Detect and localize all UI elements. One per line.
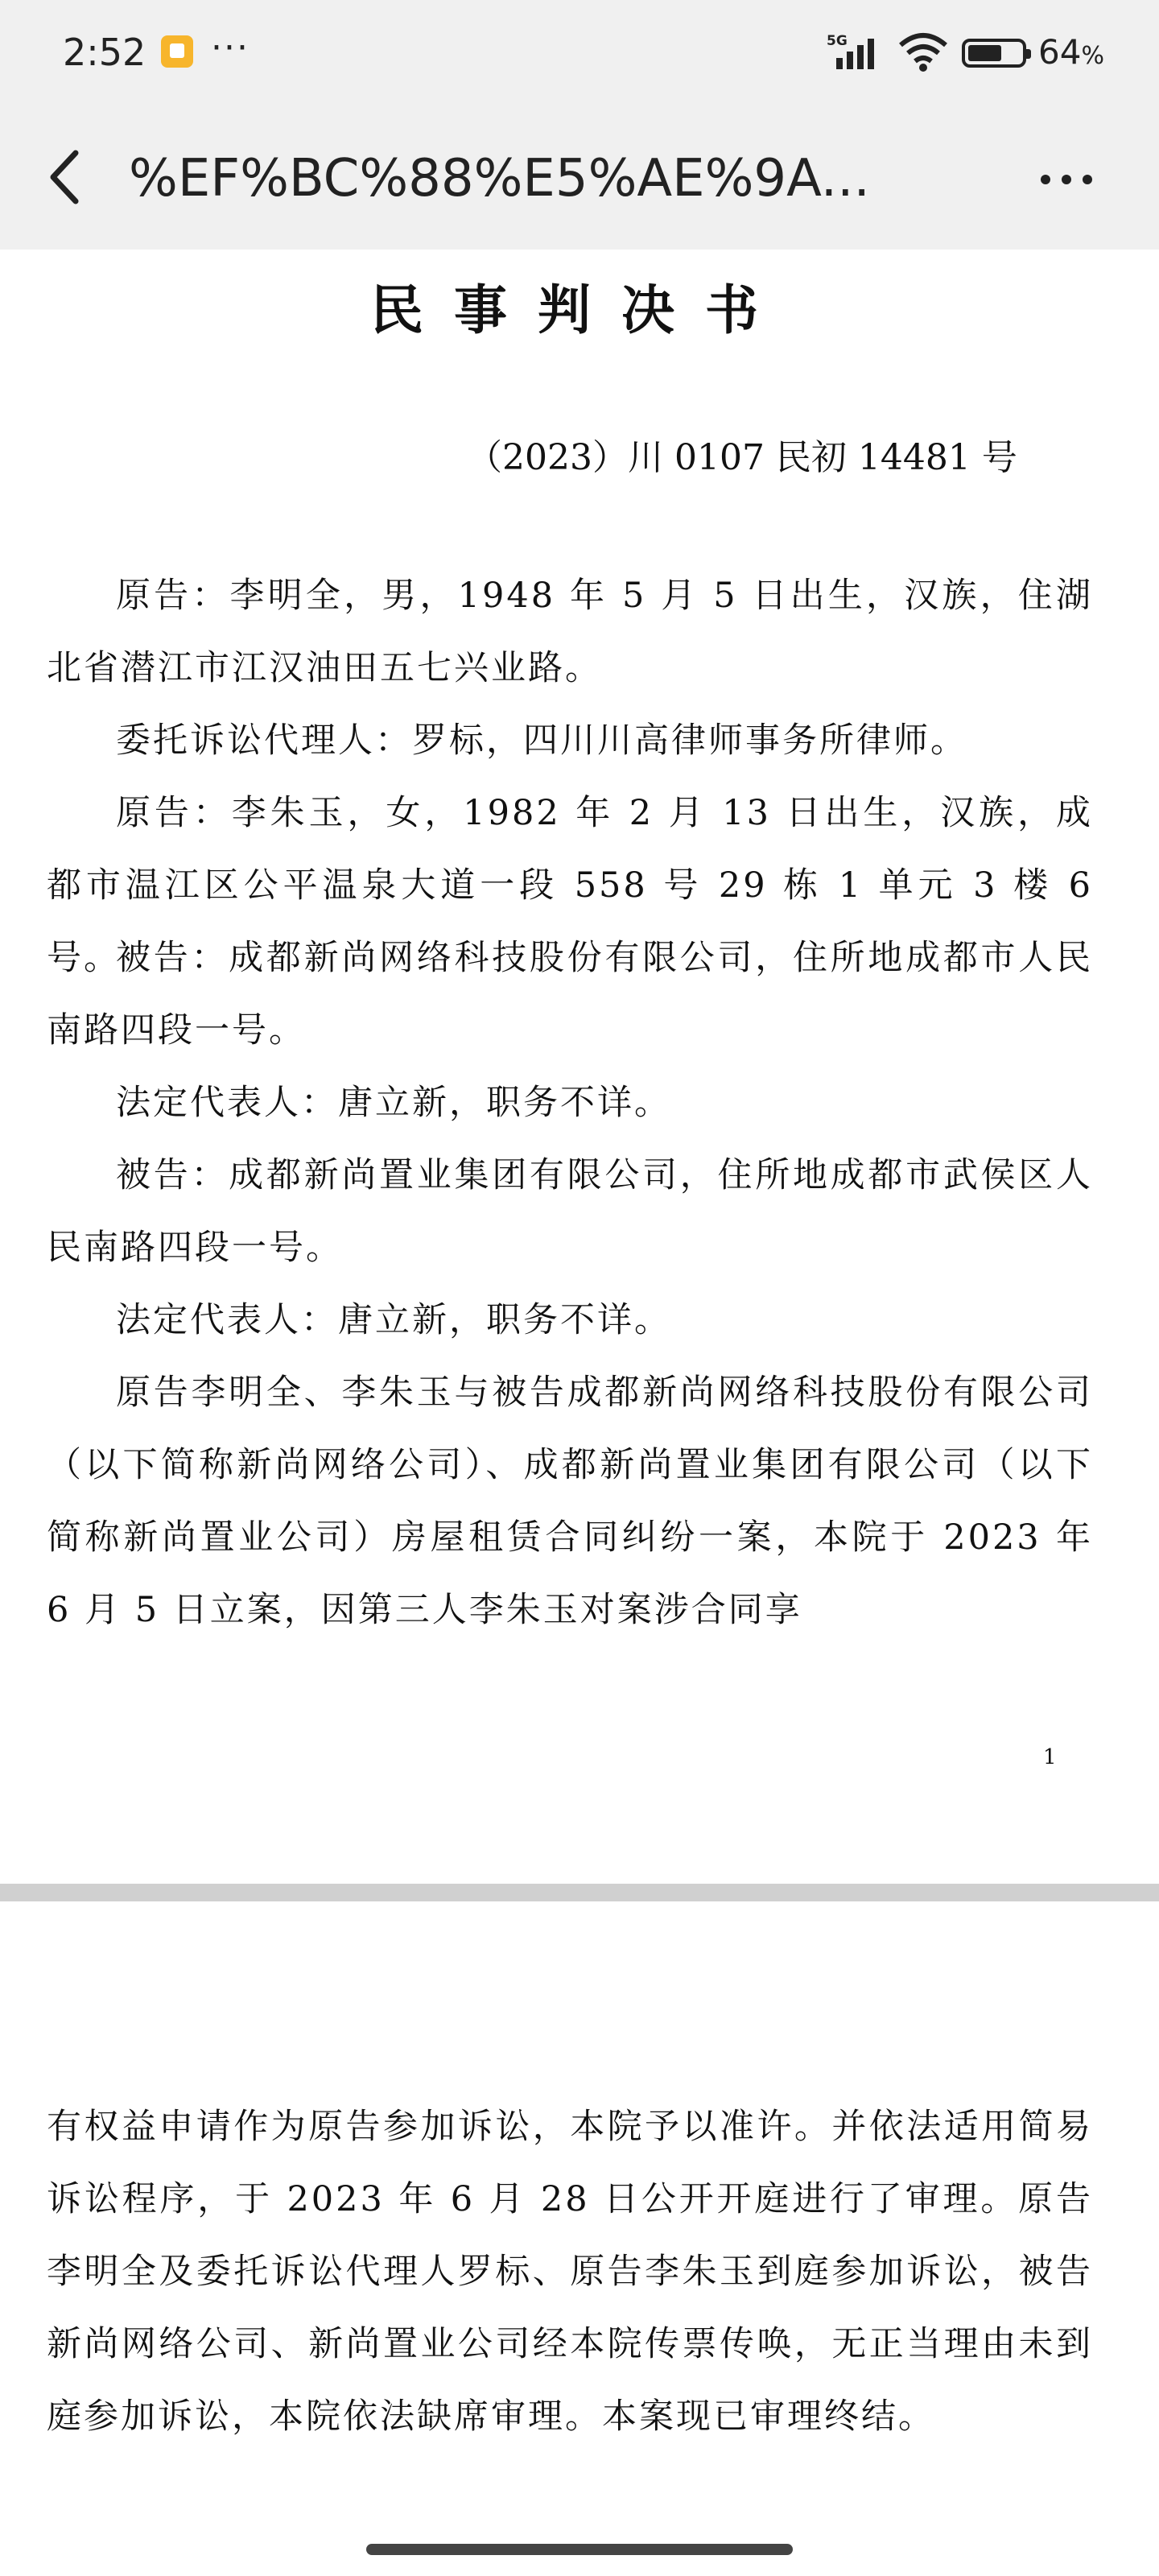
battery-level-fill	[968, 45, 1001, 61]
more-notifications-icon: ···	[211, 27, 250, 68]
document-page-2	[0, 1901, 1159, 2576]
paragraph-plaintiff-2: 原告：李朱玉，女，1982 年 2 月 13 日出生，汉族，成都市温江区公平温泉大道一段 558 号 29 栋 1 单元 3 楼 6 号。	[47, 793, 1093, 978]
page-separator	[0, 1884, 1159, 1901]
browser-nav-bar	[0, 109, 1159, 250]
battery-percent: 64%	[1038, 32, 1104, 72]
network-type-label: 5G	[827, 33, 848, 49]
notes-app-notification-icon	[161, 35, 193, 68]
battery-icon	[962, 39, 1026, 68]
paragraph-legal-rep-1: 法定代表人：唐立新，职务不详。	[116, 1083, 671, 1123]
cellular-signal-icon	[825, 31, 889, 71]
paragraph-agent: 委托诉讼代理人：罗标，四川川高律师事务所律师。	[116, 720, 967, 761]
more-options-button[interactable]	[1034, 141, 1099, 213]
paragraph-plaintiff-1: 原告：李明全，男，1948 年 5 月 5 日出生，汉族，住湖北省潜江市江汉油田五七兴业路。	[47, 576, 1093, 688]
paragraph-defendant-2: 被告：成都新尚置业集团有限公司，住所地成都市武侯区人民南路四段一号。	[47, 1155, 1093, 1268]
status-bar	[0, 0, 1159, 109]
back-button[interactable]	[42, 145, 90, 209]
document-page-1	[0, 250, 1159, 1884]
wifi-icon	[897, 31, 950, 72]
status-time: 2:52	[63, 31, 146, 74]
paragraph-legal-rep-2: 法定代表人：唐立新，职务不详。	[116, 1300, 671, 1340]
home-indicator[interactable]	[366, 2544, 793, 2555]
case-number: （2023）川 0107 民初 14481 号	[467, 437, 1017, 478]
paragraph-case-summary: 原告李明全、李朱玉与被告成都新尚网络科技股份有限公司（以下简称新尚网络公司）、成都新尚置业集团有限公司（以下简称新尚置业公司）房屋租赁合同纠纷一案，本院于 2023 年 6 月 5 日立案，因第三人李朱玉对案涉合同享	[47, 1373, 1093, 1630]
page-url-title: %EF%BC%88%E5%AE%9A...	[129, 149, 870, 208]
page-number: 1	[1043, 1745, 1057, 1769]
paragraph-proceedings: 有权益申请作为原告参加诉讼，本院予以准许。并依法适用简易诉讼程序，于 2023 年 6 月 28 日公开开庭进行了审理。原告李明全及委托诉讼代理人罗标、原告李朱玉到庭参加诉讼，被告新尚网络公司、新尚置业公司经本院传票传唤，无正当理由未到庭参加诉讼，本院依法缺席审理。本案现已审理终结。	[47, 2107, 1093, 2437]
paragraph-defendant-1: 被告：成都新尚网络科技股份有限公司，住所地成都市人民南路四段一号。	[47, 938, 1093, 1051]
document-title: 民事判决书	[370, 279, 789, 341]
